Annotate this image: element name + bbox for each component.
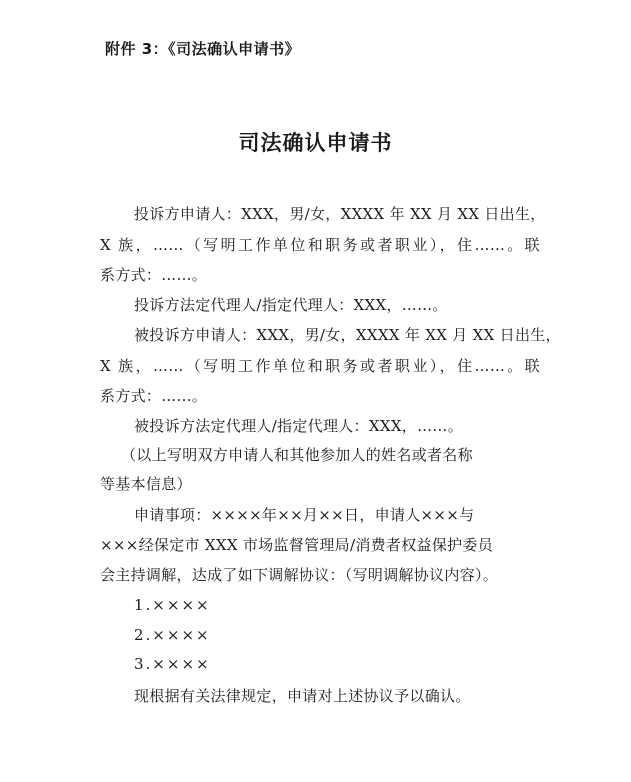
body-line-13: 会主持调解，达成了如下调解协议：（写明调解协议内容）。 — [100, 566, 499, 584]
body-line-6: X 族，……（写明工作单位和职务或者职业），住……。联 — [100, 357, 540, 375]
body-line-3: 系方式：……。 — [100, 266, 208, 284]
body-line-closing: 现根据有关法律规定，申请对上述协议予以确认。 — [134, 687, 471, 705]
document-title: 司法确认申请书 — [238, 131, 393, 155]
body-line-12: ×××经保定市 XXX 市场监督管理局/消费者权益保护委员 — [100, 536, 494, 554]
agreement-item-1: 1.×××× — [134, 596, 211, 614]
agreement-item-3: 3.×××× — [134, 655, 211, 673]
body-line-8: 被投诉方法定代理人/指定代理人：XXX，……。 — [134, 417, 463, 435]
body-line-5: 被投诉方申请人：XXX，男/女，XXXX 年 XX 月 XX 日出生， — [134, 326, 561, 344]
body-line-9: （以上写明双方申请人和其他参加人的姓名或者名称 — [121, 446, 473, 464]
body-line-11: 申请事项：××××年××月××日，申请人×××与 — [134, 506, 475, 524]
body-line-7: 系方式：……。 — [100, 387, 208, 405]
body-line-10: 等基本信息） — [100, 475, 192, 493]
body-line-4: 投诉方法定代理人/指定代理人：XXX，……。 — [134, 296, 448, 314]
agreement-item-2: 2.×××× — [134, 626, 211, 644]
body-line-2: X 族，……（写明工作单位和职务或者职业），住……。联 — [100, 236, 540, 254]
body-line-1: 投诉方申请人：XXX，男/女，XXXX 年 XX 月 XX 日出生， — [134, 205, 546, 223]
attachment-label: 附件 3：《司法确认申请书》 — [105, 40, 301, 58]
